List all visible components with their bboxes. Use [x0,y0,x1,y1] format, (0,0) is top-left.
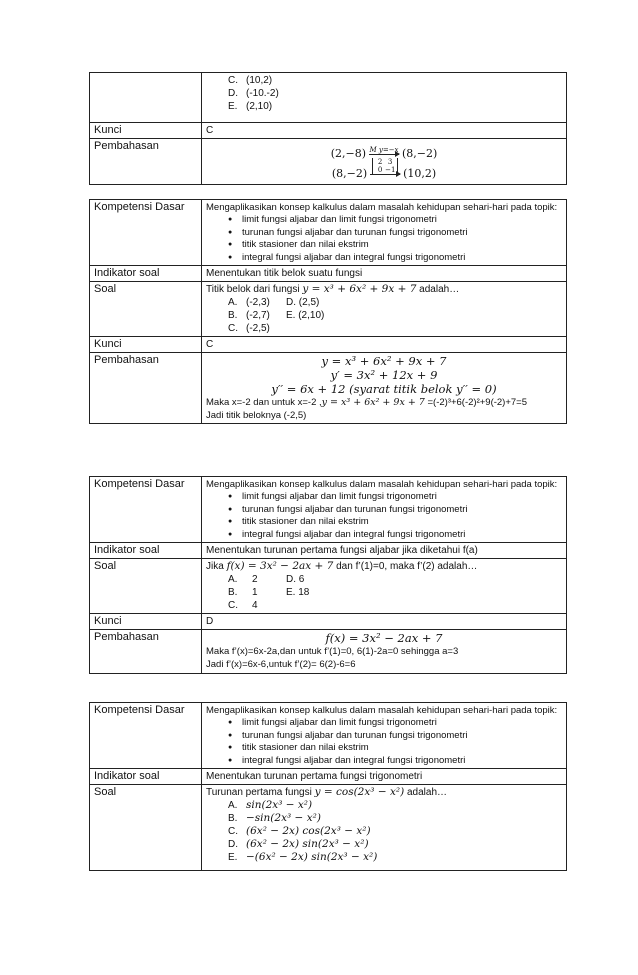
kd-topic-list [206,214,562,264]
block-4-table [89,702,567,871]
list-item: ● turunan fungsi aljabar dan turunan fungsi trigonometri [228,730,562,743]
mapping-arrow: M y=−x [369,146,399,154]
list-item: ● titik stasioner dan nilai ekstrim [228,516,562,529]
kd-label: Kompetensi Dasar [90,477,202,543]
option-row: A. (-2,3) D. (2,5) [228,297,320,309]
kunci-value: C [202,337,567,353]
transformation-matrix: 2 3 0 −1 [372,158,398,174]
indikator-label: Indikator soal [90,543,202,559]
pembahasan-line: Jadi f’(x)=6x-6,untuk f’(2)= 6(2)-6=6 [206,659,356,671]
pembahasan-content [202,139,567,185]
list-item: ● limit fungsi aljabar dan limit fungsi trigonometri [228,491,562,504]
list-item: ● limit fungsi aljabar dan limit fungsi trigonometri [228,717,562,730]
option-row: C. (-2,5) [228,323,270,335]
soal-content [202,559,567,614]
list-item: ● integral fungsi aljabar dan integral fungsi trigonometri [228,529,562,542]
option-d: D. (6x² − 2x) sin(2x³ − x²) [228,838,369,851]
pembahasan-label: Pembahasan [90,353,202,424]
indikator-label: Indikator soal [90,769,202,785]
option-c: C. (6x² − 2x) cos(2x³ − x²) [228,825,371,838]
pembahasan-line: Maka x=-2 dan untuk x=-2 ,y = x³ + 6x² + 9x + 7 =(-2)³+6(-2)²+9(-2)+7=5 [206,397,528,409]
kd-topic-list [206,717,562,767]
indikator-value: Menentukan turunan pertama fungsi trigonometri [202,769,567,785]
list-item: ● titik stasioner dan nilai ekstrim [228,742,562,755]
option-e: E. (2,10) [228,101,273,112]
list-item: ● limit fungsi aljabar dan limit fungsi trigonometri [228,214,562,227]
list-item: ● integral fungsi aljabar dan integral fungsi trigonometri [228,252,562,265]
answer-options [206,296,562,335]
kunci-value: C [202,123,567,139]
kd-content: Mengaplikasikan konsep kalkulus dalam masalah kehidupan sehari-hari pada topik: ● limit fungsi aljabar dan limit fungsi trigonometri ● turunan fungsi aljabar dan turunan fungsi trigonometri ● titik stasioner dan nilai ekstrim ● integral fungsi aljabar dan integral fungsi trigonometri [202,200,567,266]
answer-options [206,573,562,612]
option-row: C. 4 [228,600,258,612]
option-row: A. 2 D. 6 [228,574,305,586]
kunci-label: Kunci [90,614,202,630]
soal-question: Turunan pertama fungsi y = cos(2x³ − x²) adalah… [206,786,448,799]
pembahasan-label: Pembahasan [90,630,202,674]
kd-topic-list [206,491,562,541]
transformation-2: (8,−2) 2 3 0 −1 (10,2) [331,158,437,180]
options-cell [202,73,567,123]
matrix-arrow [370,158,400,180]
pembahasan-label: Pembahasan [90,139,202,185]
option-d: D. (-10.-2) [228,88,279,99]
soal-label: Soal [90,282,202,337]
soal-question: Jika f(x) = 3x² − 2ax + 7 dan f’(1)=0, maka f’(2) adalah… [206,560,478,573]
soal-label: Soal [90,785,202,871]
option-row: B. 1 E. 18 [228,587,310,599]
kunci-value: D [202,614,567,630]
option-b: B. −sin(2x³ − x²) [228,812,321,825]
empty-label-cell [90,73,202,123]
list-item: ● turunan fungsi aljabar dan turunan fungsi trigonometri [228,504,562,517]
soal-question: Titik belok dari fungsi y = x³ + 6x² + 9x + 7 adalah… [206,283,460,296]
kunci-label: Kunci [90,337,202,353]
block-3-table [89,476,567,674]
block-1-table [89,72,567,185]
list-item: ● integral fungsi aljabar dan integral fungsi trigonometri [228,755,562,768]
soal-content [202,785,567,871]
list-item: ● turunan fungsi aljabar dan turunan fungsi trigonometri [228,227,562,240]
indikator-value: Menentukan titik belok suatu fungsi [202,266,567,282]
option-row: B. (-2,7) E. (2,10) [228,310,325,322]
pembahasan-content: y = x³ + 6x² + 9x + 7 y′ = 3x² + 12x + 9 y′′ = 6x + 12 (syarat titik belok y′′ = 0) Maka x=-2 dan untuk x=-2 ,y = x³ + 6x² + 9x + 7 =(-2)³+6(-2)²+9(-2)+7=5 Jadi titik beloknya (-2,5) [202,353,567,424]
block-2-table [89,199,567,424]
kd-label: Kompetensi Dasar [90,200,202,266]
indikator-value: Menentukan turunan pertama fungsi aljabar jika diketahui f(a) [202,543,567,559]
option-c: C. (10,2) [228,75,273,86]
soal-content [202,282,567,337]
kunci-label: Kunci [90,123,202,139]
pembahasan-line: Jadi titik beloknya (-2,5) [206,410,307,422]
answer-options [206,74,562,113]
pembahasan-content: f(x) = 3x² − 2ax + 7 Maka f’(x)=6x-2a,dan untuk f’(1)=0, 6(1)-2a=0 sehingga a=3 Jadi f’(x)=6x-6,untuk f’(2)= 6(2)-6=6 [202,630,567,674]
soal-label: Soal [90,559,202,614]
list-item: ● titik stasioner dan nilai ekstrim [228,239,562,252]
indikator-label: Indikator soal [90,266,202,282]
answer-options [206,799,562,864]
option-e: E. −(6x² − 2x) sin(2x³ − x²) [228,851,378,864]
option-a: A. sin(2x³ − x²) [228,799,313,812]
transformation-1: (2,−8) M y=−x (8,−2) [330,146,438,160]
kd-content: Mengaplikasikan konsep kalkulus dalam masalah kehidupan sehari-hari pada topik: ● limit fungsi aljabar dan limit fungsi trigonometri ● turunan fungsi aljabar dan turunan fungsi trigonometri ● titik stasioner dan nilai ekstrim ● integral fungsi aljabar dan integral fungsi trigonometri [202,703,567,769]
pembahasan-line: Maka f’(x)=6x-2a,dan untuk f’(1)=0, 6(1)-2a=0 sehingga a=3 [206,646,459,658]
kd-label: Kompetensi Dasar [90,703,202,769]
kd-content: Mengaplikasikan konsep kalkulus dalam masalah kehidupan sehari-hari pada topik: ● limit fungsi aljabar dan limit fungsi trigonometri ● turunan fungsi aljabar dan turunan fungsi trigonometri ● titik stasioner dan nilai ekstrim ● integral fungsi aljabar dan integral fungsi trigonometri [202,477,567,543]
